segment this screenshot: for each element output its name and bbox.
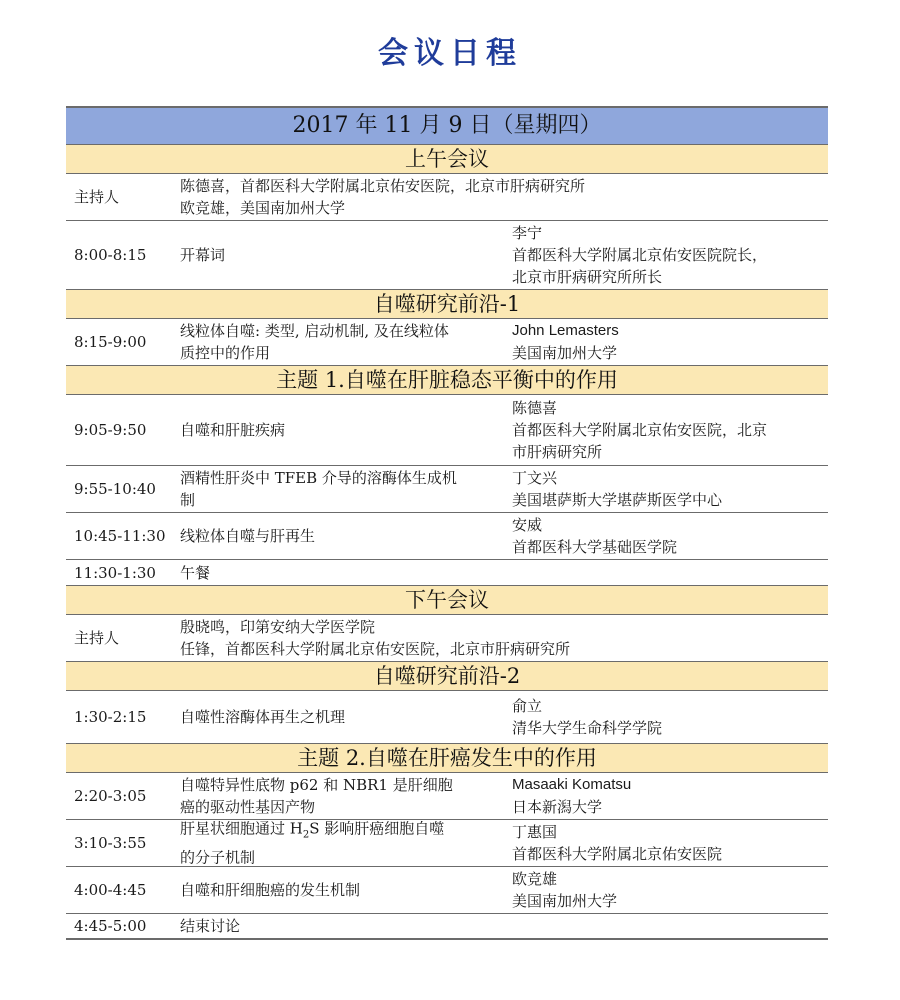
talk-row: [66, 395, 828, 466]
page-title: 会议日程: [378, 36, 522, 71]
day-header: 2017 年 11 月 9 日（星期四）: [66, 108, 828, 145]
talk-title: [180, 915, 500, 937]
frontier1-header: 自噬研究前沿-1: [66, 290, 828, 319]
talk-time: 10:45-11:30: [74, 527, 166, 545]
chair-name: 殷晓鸣，印第安纳大学医学院: [180, 618, 376, 636]
speaker-affiliation: 日本新潟大学: [512, 798, 603, 816]
frontier2-header: 自噬研究前沿-2: [66, 662, 828, 691]
talk-title: [180, 879, 500, 901]
talk-title-line: 自噬特异性底物 p62 和 NBR1 是肝细胞: [180, 776, 453, 794]
speaker-name: 李宁: [512, 224, 543, 242]
talk-row: [66, 319, 828, 366]
talk-title-part: S 影响肝癌细胞自噬: [309, 819, 445, 838]
talk-title-line: 自噬和肝细胞癌的发生机制: [180, 881, 361, 899]
talk-speaker: [512, 320, 824, 364]
opening-row: [66, 221, 828, 290]
talk-row: [66, 513, 828, 560]
speaker-name: 丁惠国: [512, 823, 558, 841]
talk-speaker: [512, 868, 824, 912]
speaker-affiliation: 首都医科大学基础医学院: [512, 538, 678, 556]
chair-name: 任锋，首都医科大学附属北京佑安医院，北京市肝病研究所: [180, 640, 571, 658]
talk-title: [180, 706, 500, 728]
talk-title: [180, 320, 500, 364]
chair-name: 陈德喜，首都医科大学附属北京佑安医院，北京市肝病研究所: [180, 177, 586, 195]
talk-speaker: [512, 222, 824, 288]
talk-title-line: 的分子机制: [180, 848, 256, 867]
speaker-affiliation: 市肝病研究所: [512, 443, 603, 461]
speaker-name: 欧竞雄: [512, 870, 558, 888]
talk-speaker: [512, 774, 824, 818]
talk-time: 3:10-3:55: [74, 834, 147, 852]
talk-time: 8:00-8:15: [74, 246, 147, 264]
talk-title: [180, 467, 500, 511]
speaker-affiliation: 首都医科大学附属北京佑安医院: [512, 845, 723, 863]
speaker-name: 俞立: [512, 697, 543, 715]
talk-row: [66, 691, 828, 744]
talk-title-line: 癌的驱动性基因产物: [180, 798, 316, 816]
speaker-affiliation: 美国南加州大学: [512, 892, 618, 910]
speaker-affiliation: 美国南加州大学: [512, 344, 618, 362]
subscript: 2: [302, 829, 310, 841]
talk-title-line: 结束讨论: [180, 917, 241, 935]
topic2-header: 主题 2.自噬在肝癌发生中的作用: [66, 744, 828, 773]
speaker-name: John Lemasters: [512, 322, 619, 339]
talk-title-line: 自噬性溶酶体再生之机理: [180, 708, 346, 726]
speaker-name: Masaaki Komatsu: [512, 776, 632, 793]
talk-speaker: [512, 695, 824, 739]
speaker-affiliation: 首都医科大学附属北京佑安医院院长，: [512, 246, 768, 264]
talk-title-line: 线粒体自噬: 类型, 启动机制, 及在线粒体: [180, 322, 449, 340]
afternoon-chair-row: [66, 615, 828, 662]
talk-title-line: 自噬和肝脏疾病: [180, 421, 286, 439]
afternoon-session-header: 下午会议: [66, 586, 828, 615]
talk-title: [180, 419, 500, 441]
talk-time: 9:05-9:50: [74, 421, 147, 439]
chair-names: [180, 616, 820, 660]
talk-title-line: 质控中的作用: [180, 344, 271, 362]
lunch-row: [66, 560, 828, 586]
talk-speaker: [512, 467, 824, 511]
talk-speaker: [512, 514, 824, 558]
talk-title-line: 制: [180, 491, 196, 509]
talk-title-line: [180, 818, 500, 847]
talk-time: 8:15-9:00: [74, 333, 147, 351]
talk-speaker: [512, 397, 824, 463]
chair-name: 欧竞雄，美国南加州大学: [180, 199, 346, 217]
talk-title-line: 酒精性肝炎中 TFEB 介导的溶酶体生成机: [180, 469, 457, 487]
talk-title-part: 肝星状细胞通过 H: [180, 819, 303, 838]
speaker-name: 陈德喜: [512, 399, 558, 417]
speaker-affiliation: 北京市肝病研究所所长: [512, 268, 663, 286]
schedule-table: [66, 106, 828, 940]
chair-label: 主持人: [74, 188, 120, 206]
speaker-affiliation: 首都医科大学附属北京佑安医院，北京: [512, 421, 768, 439]
talk-row: [66, 820, 828, 867]
chair-label: 主持人: [74, 629, 120, 647]
speaker-affiliation: 清华大学生命科学学院: [512, 719, 663, 737]
talk-time: 2:20-3:05: [74, 787, 147, 805]
talk-title: [180, 244, 500, 266]
chair-names: [180, 175, 820, 219]
talk-time: 9:55-10:40: [74, 480, 156, 498]
morning-session-header: 上午会议: [66, 145, 828, 174]
closing-row: [66, 914, 828, 938]
talk-title-line: 午餐: [180, 563, 211, 582]
talk-time: 4:00-4:45: [74, 881, 147, 899]
talk-row: [66, 773, 828, 820]
talk-time: 1:30-2:15: [74, 708, 147, 726]
talk-title-line: 线粒体自噬与肝再生: [180, 527, 316, 545]
talk-time: 11:30-1:30: [74, 563, 156, 582]
morning-chair-row: [66, 174, 828, 221]
talk-title: [180, 562, 500, 584]
talk-title: [180, 774, 500, 818]
talk-time: 4:45-5:00: [74, 917, 147, 935]
talk-speaker: [512, 821, 824, 865]
talk-row: [66, 466, 828, 513]
speaker-name: 安威: [512, 516, 543, 534]
talk-row: [66, 867, 828, 914]
talk-title: [180, 818, 500, 869]
topic1-header: 主题 1.自噬在肝脏稳态平衡中的作用: [66, 366, 828, 395]
speaker-affiliation: 美国堪萨斯大学堪萨斯医学中心: [512, 491, 723, 509]
talk-title-line: 开幕词: [180, 246, 226, 264]
talk-title: [180, 525, 500, 547]
speaker-name: 丁文兴: [512, 469, 558, 487]
